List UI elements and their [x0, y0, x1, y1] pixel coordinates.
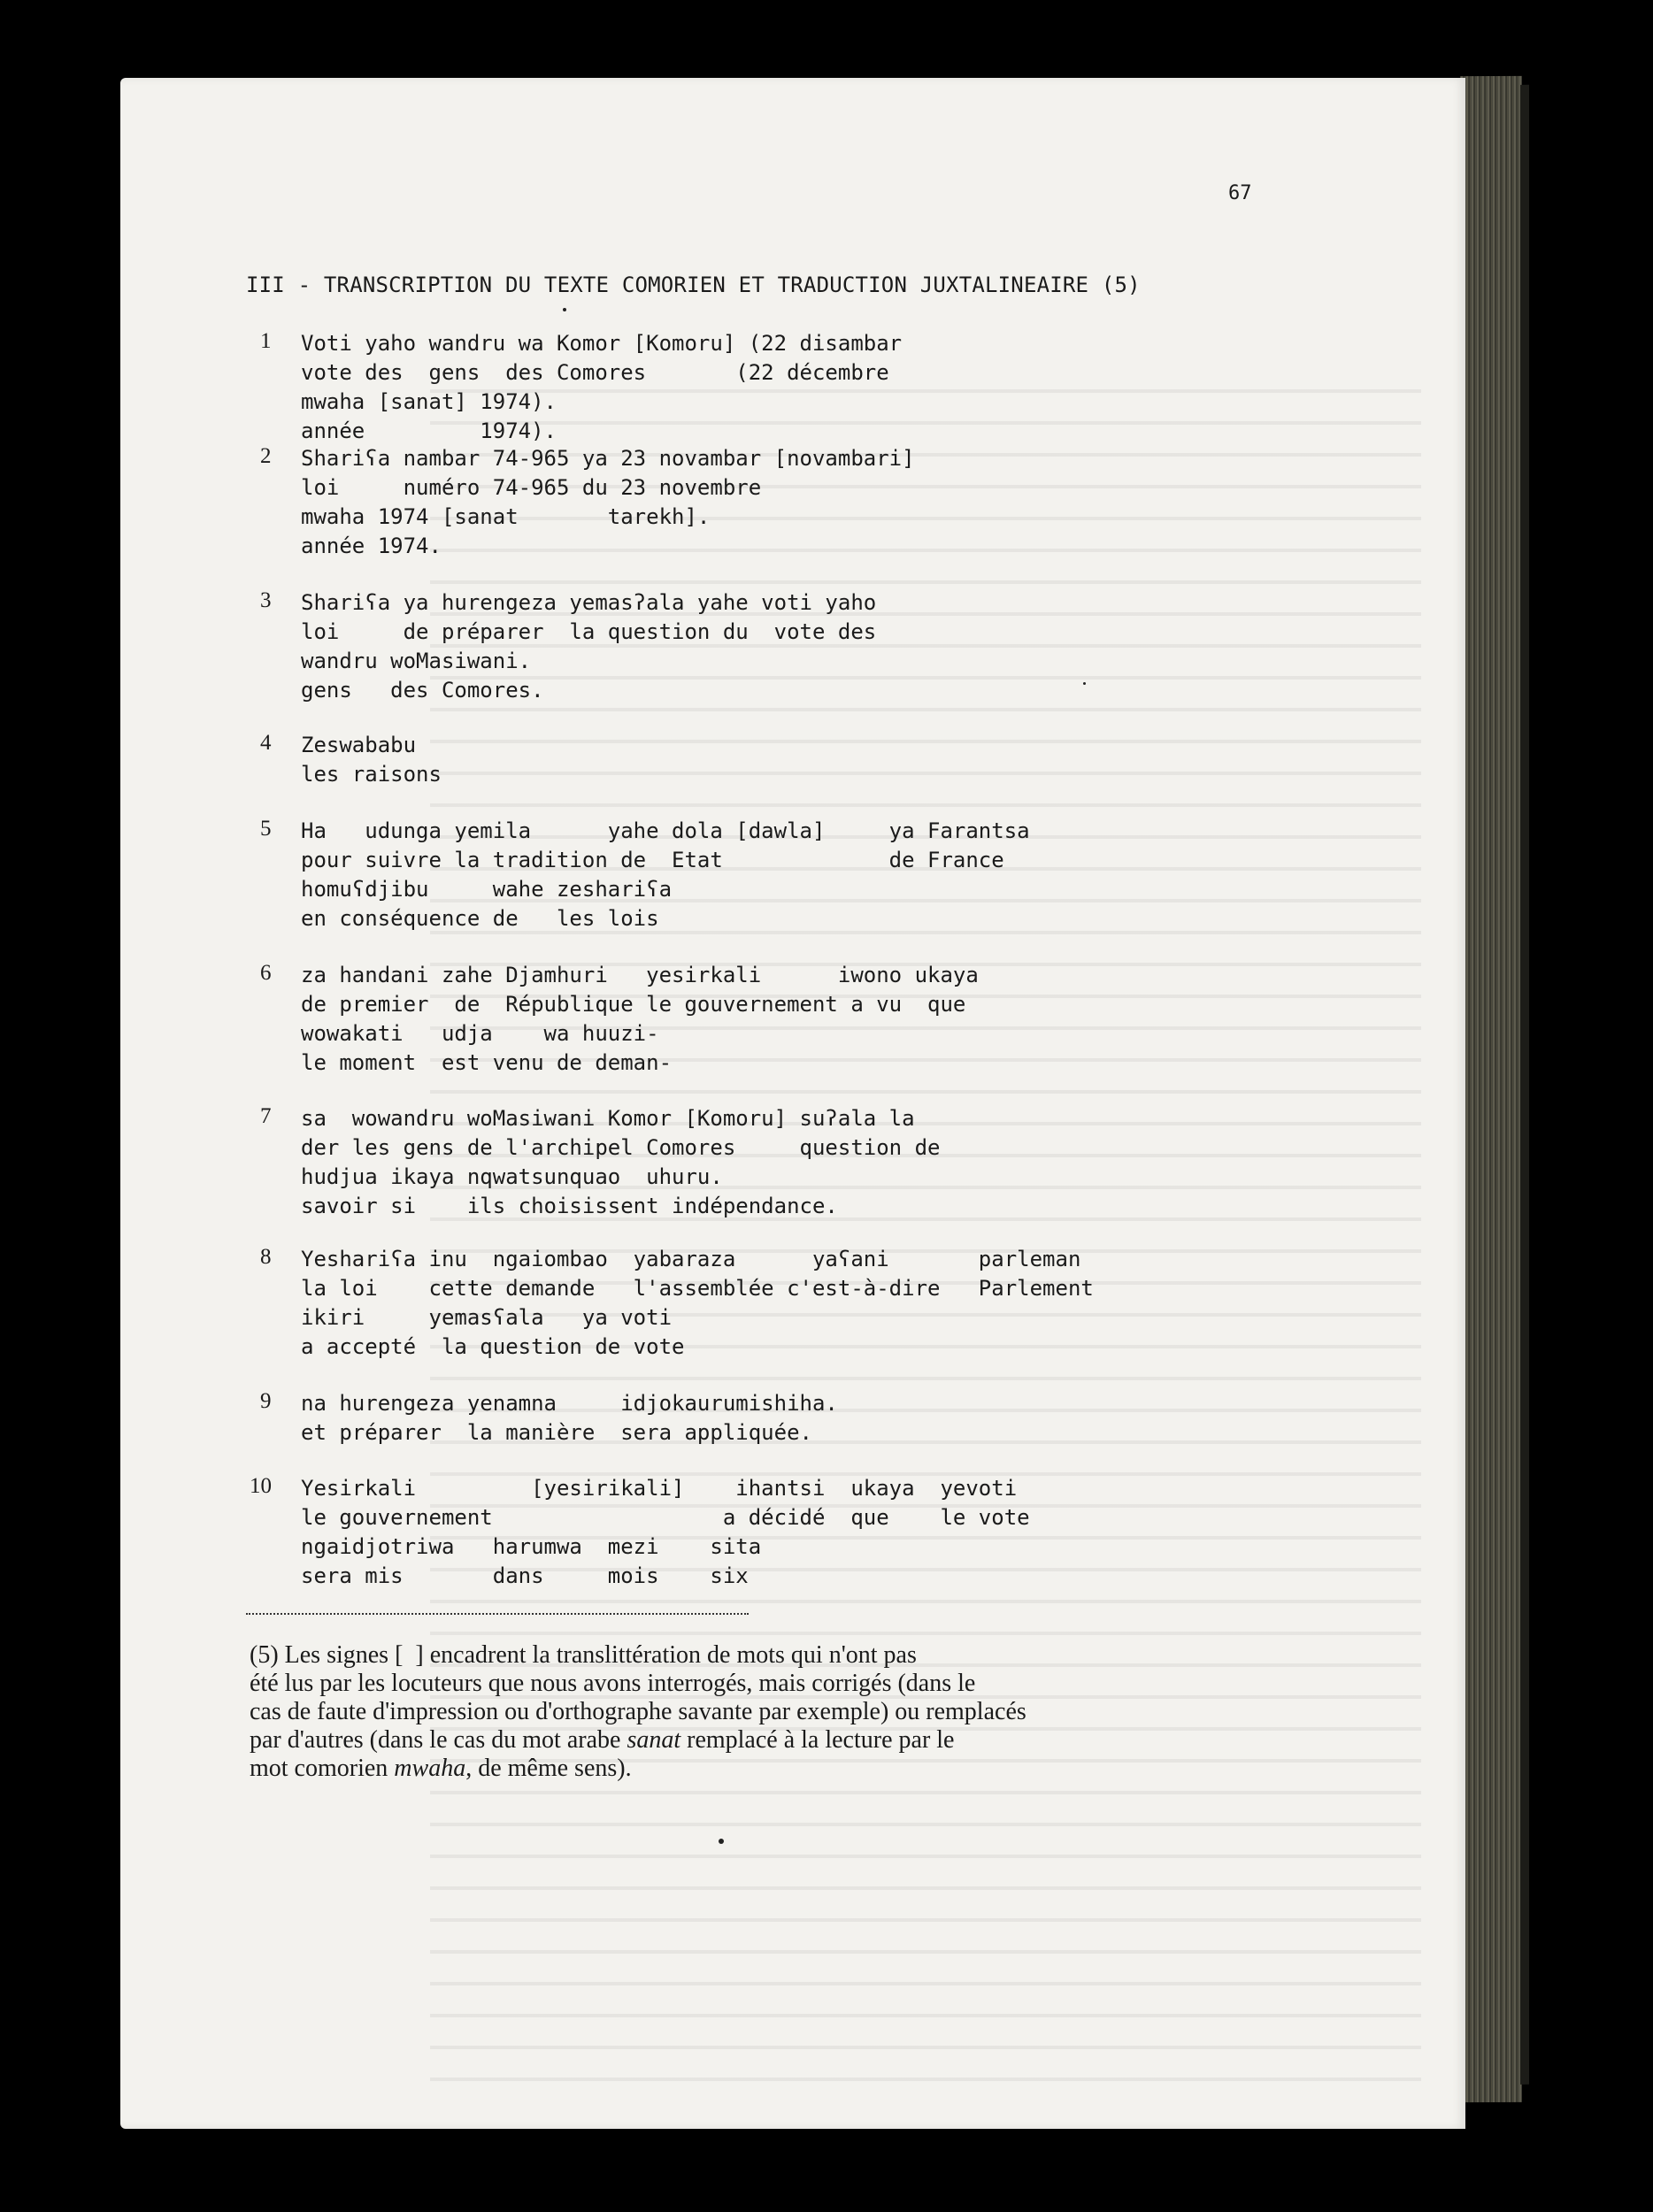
footnote — [250, 1641, 1347, 1783]
entry-number: 3 — [260, 588, 272, 612]
entry-line: Yeshariʕa inu ngaiombao yabaraza yaʕani parleman — [301, 1247, 1081, 1271]
entry-number: 7 — [260, 1104, 272, 1128]
entry-line: loi de préparer la question du vote des — [301, 619, 877, 644]
entry-line: der les gens de l'archipel Comores question de — [301, 1135, 941, 1160]
book-page-edges — [1460, 76, 1522, 2102]
footnote-line: été lus par les locuteurs que nous avons interrogés, mais corrigés (dans le — [250, 1670, 976, 1697]
entry-line: en conséquence de les lois — [301, 906, 659, 931]
footnote-text: par d'autres (dans le cas du mot arabe — [250, 1726, 627, 1754]
entry-line: loi numéro 74-965 du 23 novembre — [301, 475, 762, 500]
entry-line: za handani zahe Djamhuri yesirkali iwono ukaya — [301, 963, 979, 987]
footnote-text: mot comorien — [250, 1755, 395, 1782]
entry-number: 1 — [260, 329, 272, 353]
entry-line: vote des gens des Comores (22 décembre — [301, 360, 889, 385]
entry-line: mwaha 1974 [sanat tarekh]. — [301, 504, 711, 529]
entry-number: 4 — [260, 731, 272, 755]
entry-number: 10 — [250, 1474, 272, 1498]
entry-line: Voti yaho wandru wa Komor [Komoru] (22 disambar — [301, 331, 903, 356]
entry-line: Ha udunga yemila yahe dola [dawla] ya Farantsa — [301, 818, 1030, 843]
entry-line: le gouvernement a décidé que le vote — [301, 1505, 1030, 1530]
entry-line: homuʕdjibu wahe zeshariʕa — [301, 877, 673, 902]
entry-line: gens des Comores. — [301, 678, 544, 703]
entry-number: 6 — [260, 961, 272, 985]
entry-line: ngaidjotriwa harumwa mezi sita — [301, 1534, 762, 1559]
entry-line: mwaha [sanat] 1974). — [301, 389, 557, 414]
entry-line: et préparer la manière sera appliquée. — [301, 1420, 812, 1445]
entry-number: 2 — [260, 444, 272, 468]
footnote-text: , de même sens). — [465, 1755, 632, 1782]
ink-speck — [563, 308, 566, 311]
entry-number: 8 — [260, 1245, 272, 1269]
entry-line: les raisons — [301, 762, 442, 787]
entry-line: Shariʕa nambar 74-965 ya 23 novambar [novambari] — [301, 446, 915, 471]
entry-line: pour suivre la tradition de Etat de France — [301, 848, 1004, 872]
footnote-line: cas de faute d'impression ou d'orthographe savante par exemple) ou remplacés — [250, 1698, 1026, 1725]
entry-line: année 1974). — [301, 419, 557, 443]
entry-line: wandru woMasiwani. — [301, 649, 532, 673]
footnote-divider — [246, 1613, 749, 1615]
entry-line: ikiri yemasʕala ya voti — [301, 1305, 673, 1330]
footnote-italic-term: mwaha — [394, 1755, 466, 1782]
entry-line: la loi cette demande l'assemblée c'est-à-dire Parlement — [301, 1276, 1094, 1301]
entry-line: Zeswababu — [301, 733, 417, 757]
entry-line: a accepté la question de vote — [301, 1334, 685, 1359]
entry-line: wowakati udja wa huuzi- — [301, 1021, 659, 1046]
footnote-line — [250, 1755, 1347, 1783]
ink-speck — [1083, 682, 1086, 685]
footnote-line — [250, 1726, 1347, 1755]
entry-number: 5 — [260, 817, 272, 841]
entry-line: savoir si ils choisissent indépendance. — [301, 1194, 838, 1218]
entry-line: de premier de République le gouvernement a vu que — [301, 992, 966, 1017]
entry-line: le moment est venu de deman- — [301, 1050, 673, 1075]
entry-line: sa wowandru woMasiwani Komor [Komoru] suʔala la — [301, 1106, 915, 1131]
entry-line: Shariʕa ya hurengeza yemasʔala yahe voti yaho — [301, 590, 877, 615]
entry-line: na hurengeza yenamna idjokaurumishiha. — [301, 1391, 838, 1416]
footnote-line: (5) Les signes [ ] encadrent la translittération de mots qui n'ont pas — [250, 1641, 917, 1669]
entry-line: sera mis dans mois six — [301, 1563, 749, 1588]
section-heading: III - TRANSCRIPTION DU TEXTE COMORIEN ET TRADUCTION JUXTALINEAIRE (5) — [246, 273, 1141, 297]
footnote-text: remplacé à la lecture par le — [680, 1726, 955, 1754]
entry-line: hudjua ikaya nqwatsunquao uhuru. — [301, 1164, 723, 1189]
entry-line: Yesirkali [yesirikali] ihantsi ukaya yevoti — [301, 1476, 1018, 1501]
entry-number: 9 — [260, 1389, 272, 1413]
footnote-italic-term: sanat — [627, 1726, 681, 1754]
entry-line: année 1974. — [301, 534, 442, 558]
ink-speck — [719, 1839, 724, 1844]
page-number: 67 — [1228, 182, 1252, 204]
